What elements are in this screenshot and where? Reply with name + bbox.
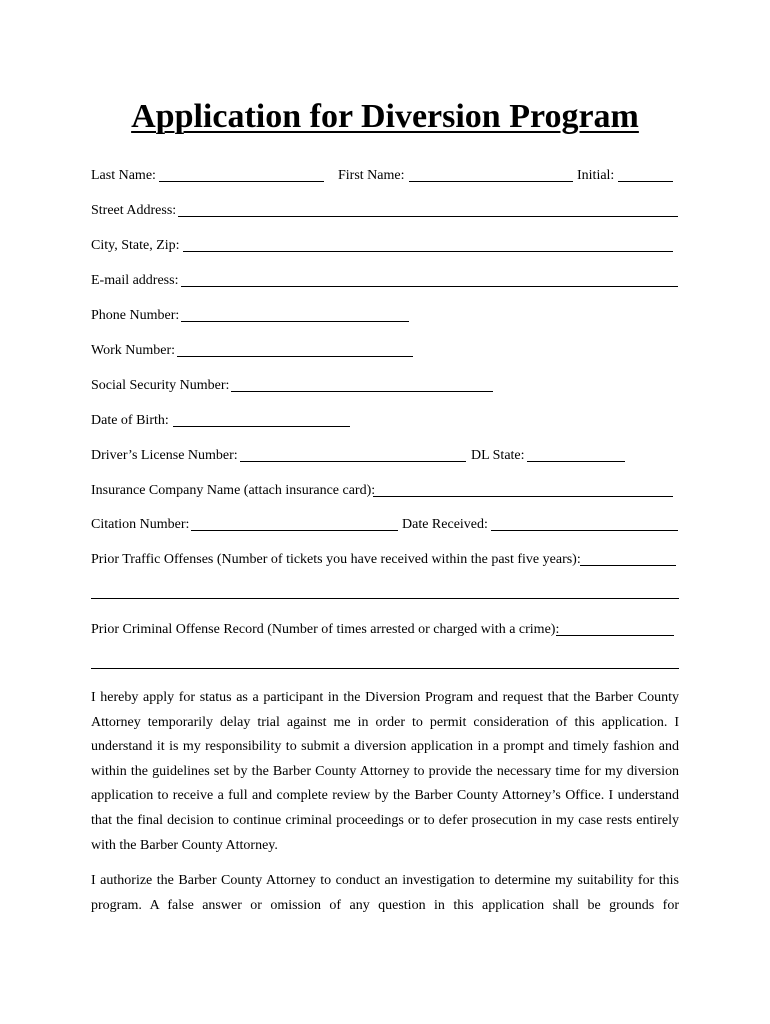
initial-field[interactable] [618, 181, 673, 182]
work-number-label: Work Number: [91, 343, 176, 358]
initial-label: Initial: [577, 168, 615, 183]
street-address-row [91, 201, 679, 221]
date-received-field[interactable] [491, 530, 678, 531]
citation-row [91, 515, 679, 535]
authorization-paragraph: I authorize the Barber County Attorney to conduct an investigation to determine my suitability for this program. A false answer or omission of any question in this application shall be grounds for [91, 873, 679, 913]
prior-traffic-field[interactable] [580, 565, 676, 566]
prior-traffic-extra-line[interactable] [91, 598, 679, 599]
street-address-label: Street Address: [91, 203, 177, 218]
phone-row [91, 306, 679, 326]
street-address-field[interactable] [178, 216, 678, 217]
work-number-row [91, 341, 679, 361]
work-number-field[interactable] [177, 356, 413, 357]
ssn-label: Social Security Number: [91, 378, 230, 393]
drivers-license-row [91, 446, 679, 466]
city-state-zip-field[interactable] [183, 251, 673, 252]
city-state-zip-label: City, State, Zip: [91, 238, 180, 253]
dob-row [91, 411, 679, 431]
first-name-field[interactable] [409, 181, 573, 182]
prior-criminal-field[interactable] [556, 635, 674, 636]
phone-field[interactable] [181, 321, 409, 322]
citation-label: Citation Number: [91, 517, 190, 532]
first-name-label: First Name: [338, 168, 405, 183]
drivers-license-label: Driver’s License Number: [91, 448, 238, 463]
prior-criminal-row [91, 620, 679, 640]
citation-field[interactable] [191, 530, 398, 531]
prior-criminal-extra-line[interactable] [91, 668, 679, 669]
ssn-field[interactable] [231, 391, 493, 392]
name-row [91, 166, 679, 186]
email-field[interactable] [181, 286, 678, 287]
insurance-row [91, 481, 679, 501]
last-name-label: Last Name: [91, 168, 156, 183]
insurance-label: Insurance Company Name (attach insurance card): [91, 483, 376, 498]
ssn-row [91, 376, 679, 396]
city-state-zip-row [91, 236, 679, 256]
prior-traffic-row [91, 550, 679, 570]
date-received-label: Date Received: [402, 517, 488, 532]
prior-traffic-label: Prior Traffic Offenses (Number of tickets you have received within the past five years): [91, 552, 581, 567]
drivers-license-field[interactable] [240, 461, 466, 462]
dob-label: Date of Birth: [91, 413, 169, 428]
email-row [91, 271, 679, 291]
phone-label: Phone Number: [91, 308, 180, 323]
last-name-field[interactable] [159, 181, 324, 182]
dob-field[interactable] [173, 426, 350, 427]
prior-criminal-label: Prior Criminal Offense Record (Number of times arrested or charged with a crime): [91, 622, 560, 637]
dl-state-label: DL State: [471, 448, 525, 463]
dl-state-field[interactable] [527, 461, 625, 462]
insurance-field[interactable] [373, 496, 673, 497]
application-statement-paragraph: I hereby apply for status as a participant in the Diversion Program and request that the Barber County Attorney temporarily delay trial against me in order to permit consideration of this application. I understand it is my responsibility to submit a diversion application in a prompt and timely fashion and within the guidelines set by the Barber County Attorney to provide the necessary time for my diversion application to receive a full and complete review by the Barber County Attorney’s Office. I understand that the final decision to continue criminal proceedings or to defer prosecution in my case rests entirely with the Barber County Attorney. [91, 690, 679, 853]
page-title: Application for Diversion Program [131, 98, 639, 135]
email-label: E-mail address: [91, 273, 179, 288]
